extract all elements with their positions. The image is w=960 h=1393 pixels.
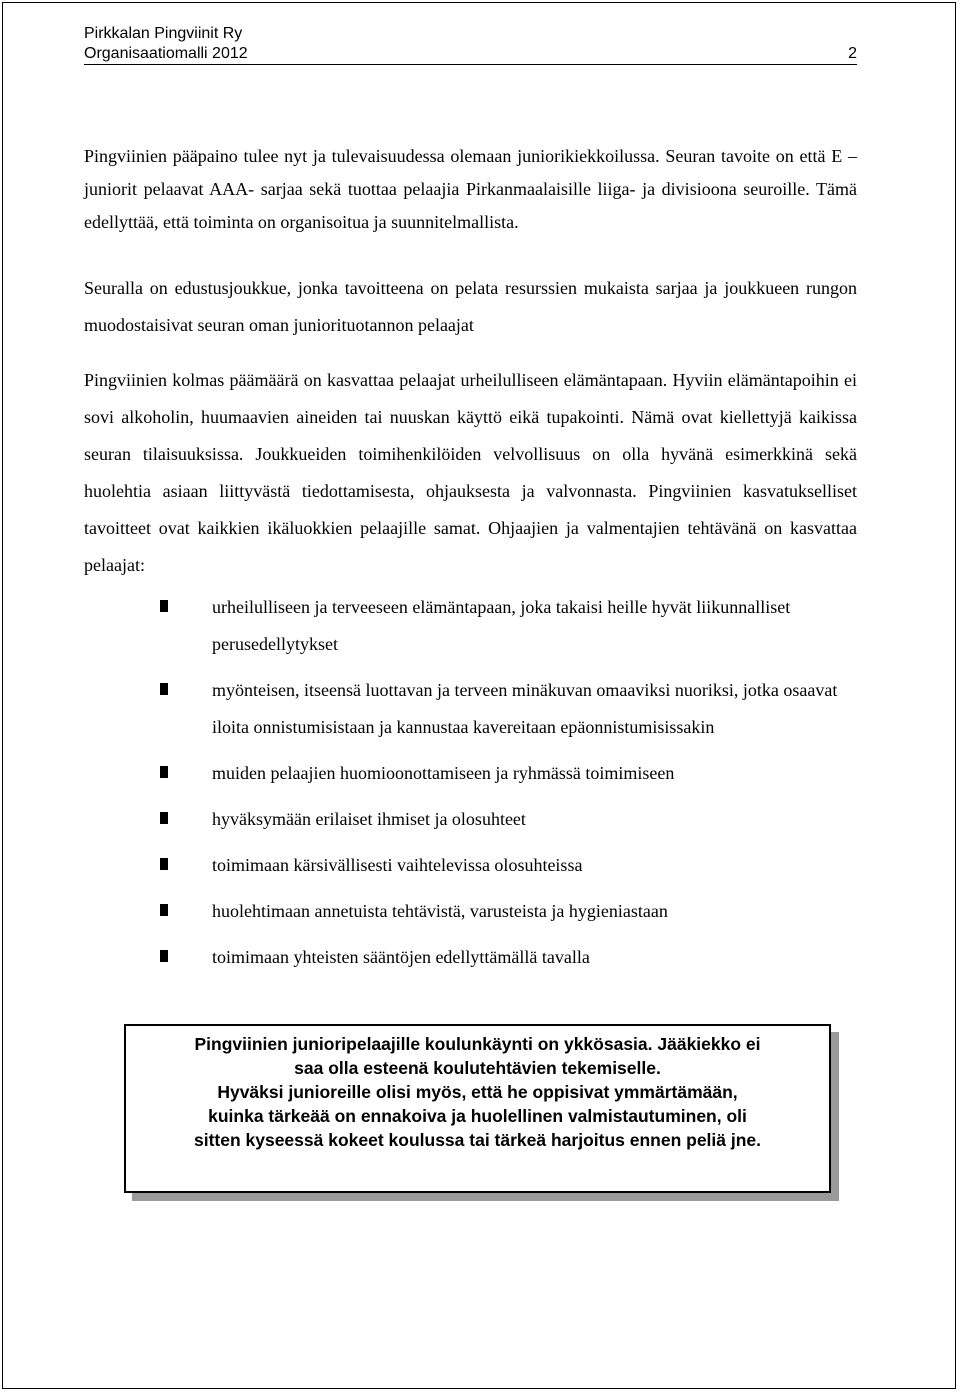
list-item [160,893,860,930]
square-bullet-icon [160,600,168,612]
list-item [160,589,860,663]
callout-line: sitten kyseessä kokeet koulussa tai tärkeä harjoitus ennen peliä jne. [193,1130,762,1150]
list-item-text: toimimaan kärsivällisesti vaihtelevissa olosuhteissa [212,855,583,875]
page-number: 2 [848,45,857,62]
list-item [160,672,860,746]
square-bullet-icon [160,950,168,962]
list-item [160,847,860,884]
list-item-text: huolehtimaan annetuista tehtävistä, varusteista ja hygieniastaan [212,901,668,921]
paragraph-3: Pingviinien kolmas päämäärä on kasvattaa pelaajat urheilulliseen elämäntapaan. Hyviin elämäntapoihin ei sovi alkoholin, huumaavien aineiden tai nuuskan käyttö eikä tupakointi. Nämä ovat kiellettyjä kaikissa seuran tilaisuuksissa. Joukkueiden toimihenkilöiden velvollisuus on olla hyvänä esimerkkinä sekä huolehtia asiaan liittyvästä tiedottamisesta, ohjauksesta ja valvonnasta. Pingviinien kasvatukselliset tavoitteet ovat kaikkien ikäluokkien pelaajille samat. Ohjaajien ja valmentajien tehtävänä on kasvattaa pelaajat: [84,370,857,575]
list-item-text: hyväksymään erilaiset ihmiset ja olosuhteet [212,809,526,829]
list-item-text: toimimaan yhteisten sääntöjen edellyttämällä tavalla [212,947,590,967]
header-doc-title: Organisaatiomalli 2012 [84,45,248,62]
callout-line: Pingviinien junioripelaajille koulunkäynti on ykkösasia. Jääkiekko ei [194,1034,761,1054]
list-item [160,755,860,792]
list-item-text: muiden pelaajien huomioonottamiseen ja ryhmässä toimimiseen [212,763,675,783]
header-rule [84,64,857,65]
list-item-text: urheilulliseen ja terveeseen elämäntapaan, joka takaisi heille hyvät liikunnalliset perusedellytykset [212,597,791,654]
list-item [160,801,860,838]
callout-line: saa olla esteenä koulutehtävien tekemiselle. [294,1058,661,1078]
square-bullet-icon [160,812,168,824]
paragraph-2: Seuralla on edustusjoukkue, jonka tavoitteena on pelata resurssien mukaista sarjaa ja joukkueen rungon muodostaisivat seuran oman juniorituotannon pelaajat [84,278,857,335]
header-org: Pirkkalan Pingviinit Ry [84,25,243,42]
square-bullet-icon [160,766,168,778]
square-bullet-icon [160,858,168,870]
paragraph-1: Pingviinien pääpaino tulee nyt ja tulevaisuudessa olemaan juniorikiekkoilussa. Seuran tavoite on että E – juniorit pelaavat AAA- sarjaa sekä tuottaa pelaajia Pirkanmaalaisille liiga- ja divisioona seuroille. Tämä edellyttää, että toiminta on organisoitua ja suunnitelmallista. [84,146,857,232]
page-header [84,24,857,64]
callout-box [124,1024,831,1193]
callout-line: Hyväksi junioreille olisi myös, että he oppisivat ymmärtämään, [217,1082,738,1102]
list-item [160,939,860,976]
square-bullet-icon [160,683,168,695]
square-bullet-icon [160,904,168,916]
callout-line: kuinka tärkeää on ennakoiva ja huolellinen valmistautuminen, oli [208,1106,747,1126]
bullet-list [160,589,860,985]
list-item-text: myönteisen, itseensä luottavan ja terveen minäkuvan omaaviksi nuoriksi, jotka osaavat iloita onnistumisistaan ja kannustaa kavereitaan epäonnistumisissakin [212,680,838,737]
